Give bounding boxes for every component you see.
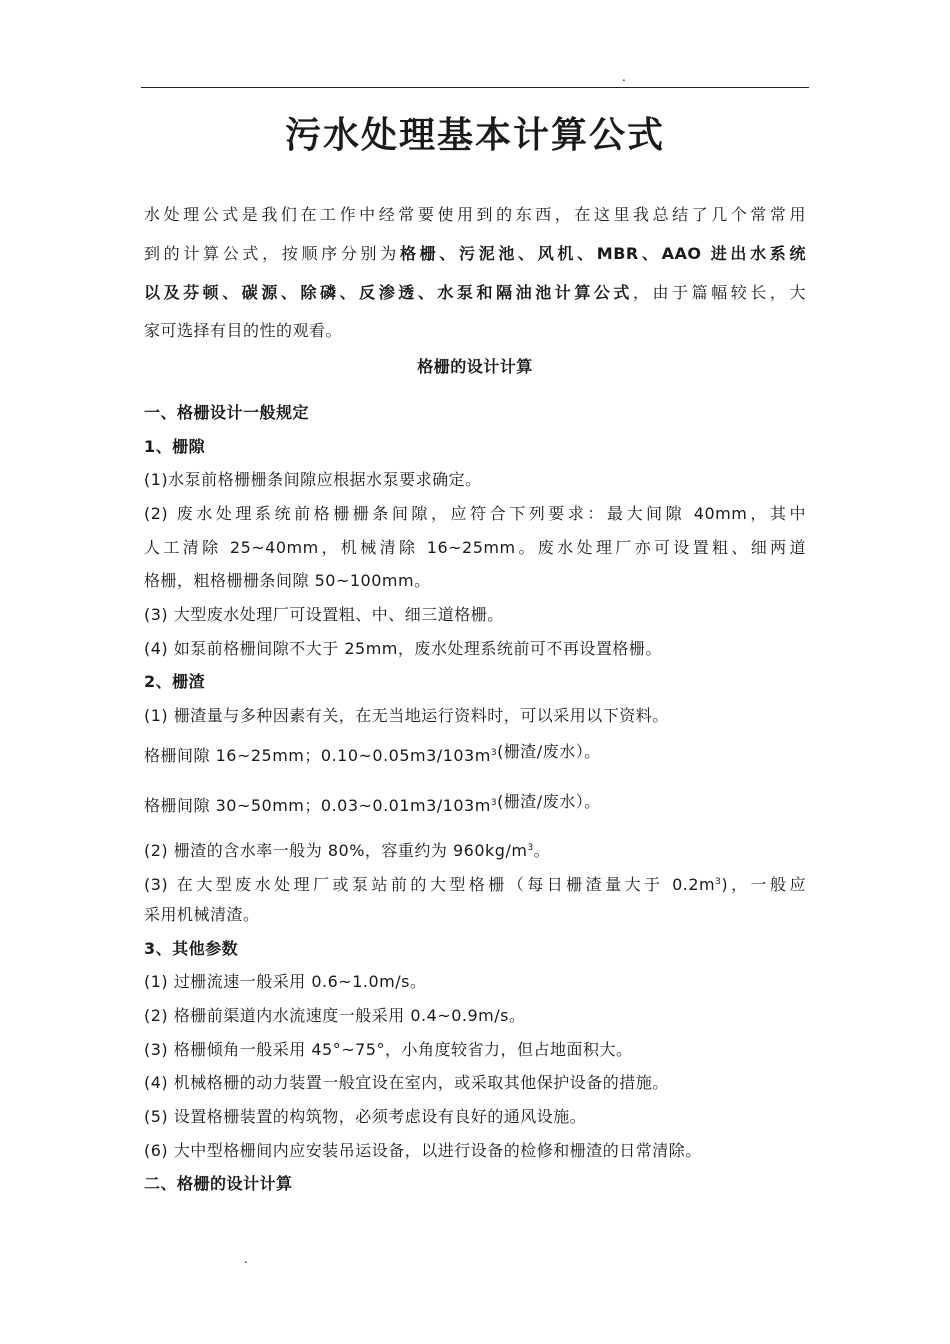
section-title: 格栅的设计计算: [417, 357, 533, 376]
s3-item-2: (2) 格栅前渠道内水流速度一般采用 0.4~0.9m/s。: [144, 1006, 526, 1025]
s3-heading: 3、其他参数: [144, 939, 239, 958]
s2-item-2-sup: 3: [527, 843, 534, 853]
intro-line-2: [144, 243, 806, 265]
s2-formula-2: [144, 792, 601, 817]
intro-line-4: 家可选择有目的性的观看。: [144, 321, 343, 340]
s3-item-1: (1) 过栅流速一般采用 0.6~1.0m/s。: [144, 972, 427, 991]
s1-item-4: (4) 如泵前格栅间隙不大于 25mm，废水处理系统前可不再设置格栅。: [144, 639, 662, 658]
intro-line-2-text: 到的计算公式，按顺序分别为: [144, 244, 400, 263]
s1-item-3: (3) 大型废水处理厂可设置粗、中、细三道格栅。: [144, 605, 504, 624]
s2-item-2-tail: 。: [533, 841, 551, 860]
s2-formula-1-sup: 3: [490, 748, 498, 758]
s2-formula-2-main: 格栅间隙 30~50mm；0.03~0.01m3/103m: [144, 796, 491, 815]
s3-item-6: (6) 大中型格栅间内应安装吊运设备，以进行设备的检修和栅渣的日常清除。: [144, 1141, 702, 1160]
intro-line-3: [144, 282, 806, 304]
part1-heading: 一、格栅设计一般规定: [144, 403, 310, 422]
s2-item-2: [144, 837, 550, 862]
s3-item-3: (3) 格栅倾角一般采用 45°~75°，小角度较省力，但占地面积大。: [144, 1040, 633, 1059]
s2-item-1: (1) 栅渣量与多种因素有关，在无当地运行资料时，可以采用以下资料。: [144, 706, 669, 725]
s2-item-3-main: (3) 在大型废水处理厂或泵站前的大型格栅（每日栅渣量大于 0.2m: [144, 875, 716, 894]
s2-heading: 2、栅渣: [144, 672, 206, 691]
s3-item-5: (5) 设置格栅装置的构筑物，必须考虑设有良好的通风设施。: [144, 1107, 587, 1126]
s2-formula-1-main: 格栅间隙 16~25mm；0.10~0.05m3/103m: [144, 746, 491, 765]
s2-formula-2-tail: (栅渣/废水）。: [497, 792, 601, 811]
s1-item-2-line-1: (2) 废水处理系统前格栅栅条间隙，应符合下列要求：最大间隙 40mm，其中: [144, 504, 806, 523]
footer-mark: .: [244, 1252, 248, 1266]
s2-item-2-main: (2) 栅渣的含水率一般为 80%，容重约为 960kg/m: [144, 841, 528, 860]
intro-line-3-bold: 以及芬顿、碳源、除磷、反渗透、水泵和隔油池计算公式: [144, 283, 633, 302]
intro-line-1: 水处理公式是我们在工作中经常要使用到的东西，在这里我总结了几个常常用: [144, 205, 806, 224]
header-rule: [141, 87, 809, 88]
s2-item-3: [144, 871, 806, 896]
s1-item-1: (1)水泵前格栅栅条间隙应根据水泵要求确定。: [144, 470, 482, 489]
s1-item-2-line-2: 人工清除 25~40mm，机械清除 16~25mm。废水处理厂亦可设置粗、细两道: [144, 538, 806, 557]
s3-item-4: (4) 机械格栅的动力装置一般宜设在室内，或采取其他保护设备的措施。: [144, 1073, 669, 1092]
s2-item-3-tail: )，一般应: [721, 875, 806, 894]
s1-item-2-line-3: 格栅，粗格栅栅条间隙 50~100mm。: [144, 571, 431, 590]
page-title: 污水处理基本计算公式: [284, 115, 665, 156]
part2-heading: 二、格栅的设计计算: [144, 1174, 293, 1193]
s1-heading: 1、栅隙: [144, 437, 206, 456]
intro-line-2-bold: 格栅、污泥池、风机、MBR、AAO 进出水系统: [399, 244, 806, 263]
s2-item-3-sup: 3: [715, 877, 722, 887]
s2-formula-2-sup: 3: [490, 798, 498, 808]
s2-formula-1-tail: (栅渣/废水）。: [497, 742, 601, 761]
s2-item-3-line-2: 采用机械清渣。: [144, 905, 260, 924]
intro-line-3-text: ，由于篇幅较长，大: [633, 283, 806, 302]
s2-formula-1: [144, 742, 601, 767]
header-mark: .: [622, 70, 626, 84]
